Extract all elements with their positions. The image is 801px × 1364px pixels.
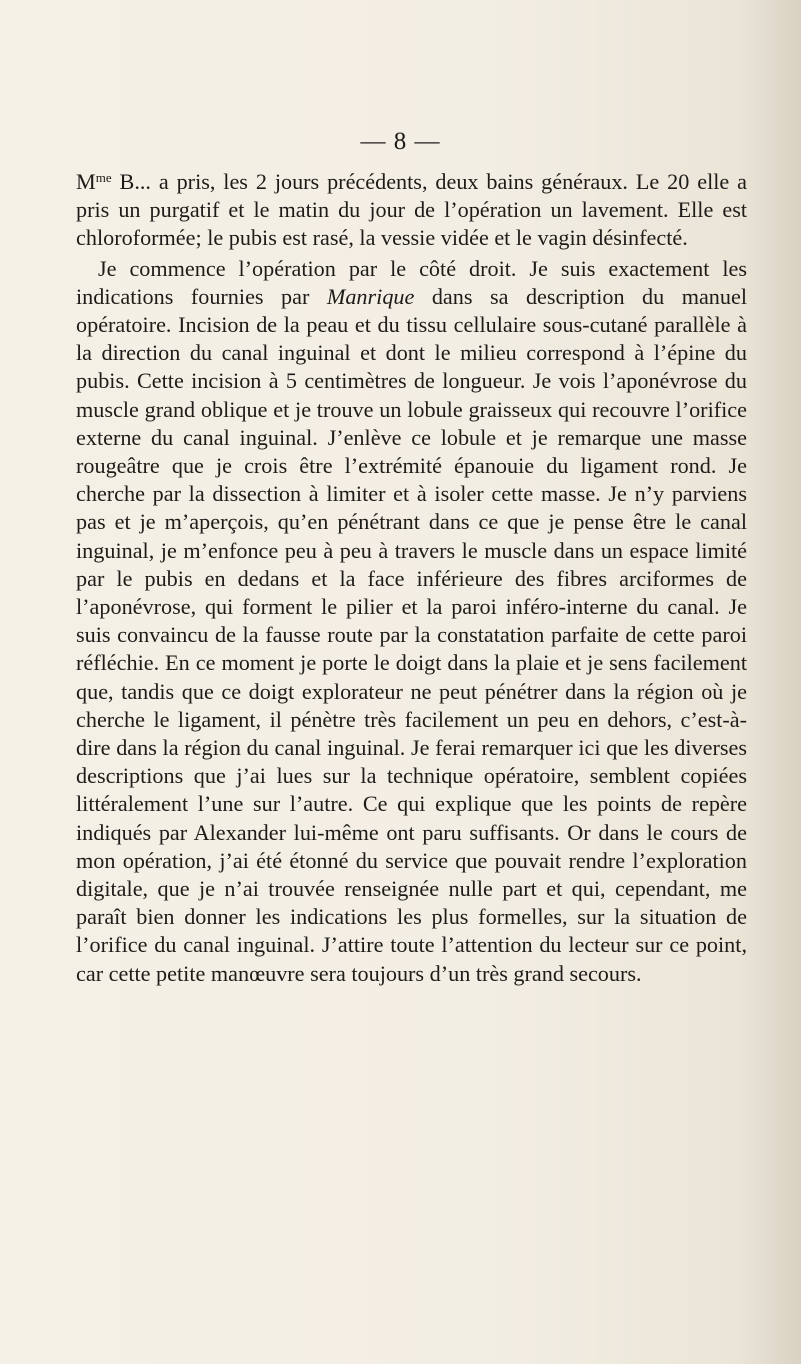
paragraph-1-text: B... a pris, les 2 jours précédents, deux bains généraux. Le 20 elle a pris un purgatif et le matin du jour de l’opération un lavement. Elle est chloroformée; le pubis est rasé, la vessie vidée et le vagin désinfecté.	[76, 169, 747, 251]
paragraph-2	[76, 255, 747, 988]
salutation-superscript: me	[95, 170, 112, 185]
author-name-italic: Manrique	[326, 283, 415, 309]
paragraph-1	[76, 168, 747, 253]
body-text	[76, 168, 747, 988]
paragraph-2-text-end: dans sa description du manuel opératoire. Incision de la peau et du tissu cellulaire sous-cutané parallèle à la direction du canal inguinal et dont le milieu correspond à l’épine du pubis. Cette incision à 5 centimètres de longueur. Je vois l’aponévrose du muscle grand oblique et je trouve un lobule graisseux qui recouvre l’orifice externe du canal inguinal. J’enlève ce lobule et je remarque une masse rougeâtre que je crois être l’extrémité épanouie du ligament rond. Je cherche par la dissection à limiter et à isoler cette masse. Je n’y parviens pas et je m’aperçois, qu’en pénétrant dans ce que je pense être le canal inguinal, je m’enfonce peu à peu à travers le muscle dans un espace limité par le pubis en dedans et la face inférieure des fibres arciformes de l’aponévrose, qui forment le pilier et la paroi inféro-interne du canal. Je suis convaincu de la fausse route par la constatation parfaite de cette paroi réfléchie. En ce moment je porte le doigt dans la plaie et je sens facilement que, tandis que ce doigt explorateur ne peut pénétrer dans la région où je cherche le ligament, il pénètre très facilement un peu en dehors, c’est-à-dire dans la région du canal inguinal. Je ferai remarquer ici que les diverses descriptions que j’ai lues sur la technique opératoire, semblent copiées littéralement l’une sur l’autre. Ce qui explique que les points de repère indiqués par Alexander lui-même ont paru suffisants. Or dans le cours de mon opération, j’ai été étonné du service que pouvait rendre l’exploration digitale, que je n’ai trouvée renseignée nulle part et qui, cependant, me paraît bien donner les indications les plus formelles, sur la situation de l’orifice du canal inguinal. J’attire toute l’attention du lecteur sur ce point, car cette petite manœuvre sera toujours d’un très grand secours.	[76, 283, 747, 986]
page-number: — 8 —	[360, 128, 441, 155]
paragraph-2-text-start: Je commence l’opération par le côté droit. Je suis exactement les indications fournies par	[76, 255, 747, 309]
salutation: M	[76, 169, 96, 194]
